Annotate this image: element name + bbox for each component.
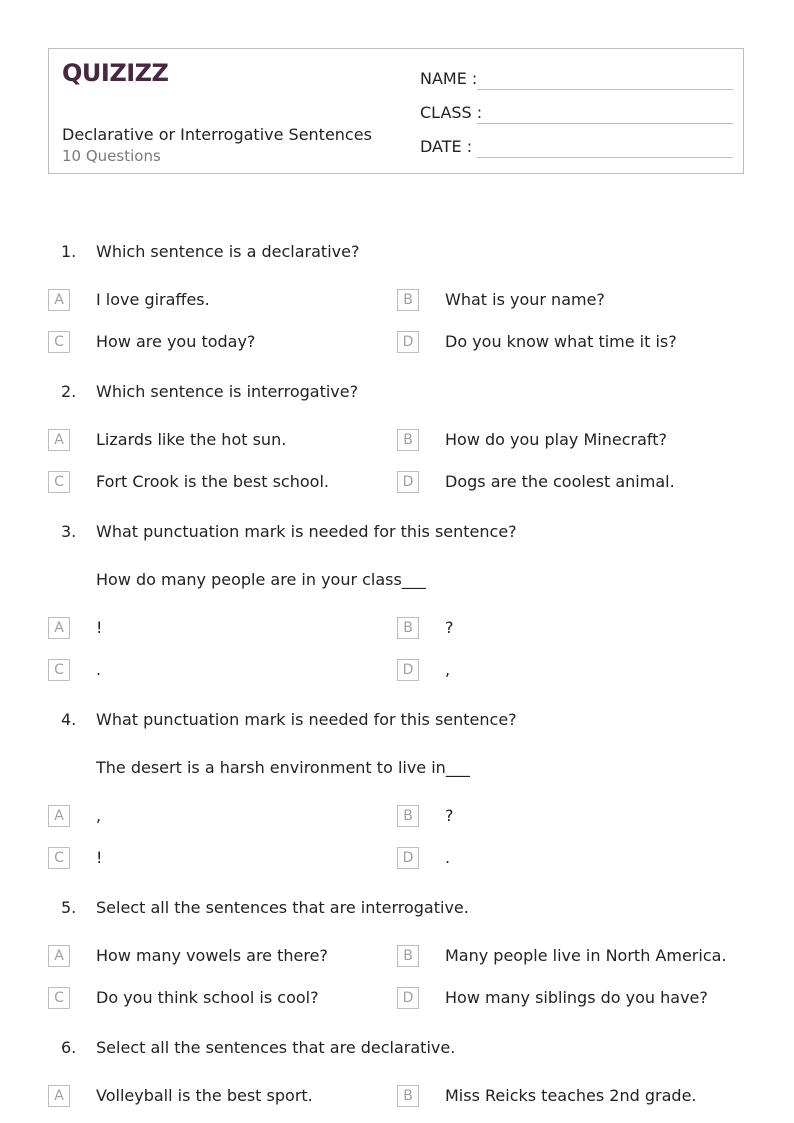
option-text: ? xyxy=(445,618,454,637)
option-text: Lizards like the hot sun. xyxy=(96,430,287,449)
question-number: 1. xyxy=(61,242,77,261)
name-field[interactable] xyxy=(420,69,733,93)
option-text: ! xyxy=(96,848,103,867)
option-text: How are you today? xyxy=(96,332,256,351)
question-text: Which sentence is interrogative? xyxy=(96,382,359,401)
option-text: Dogs are the coolest animal. xyxy=(445,472,675,491)
date-label: DATE : xyxy=(420,137,473,156)
option-letter-box[interactable]: C xyxy=(48,847,70,869)
option-letter-box[interactable]: B xyxy=(397,1085,419,1107)
question-text: What punctuation mark is needed for this sentence? xyxy=(96,522,517,541)
option-text: I love giraffes. xyxy=(96,290,210,309)
option-letter-box[interactable]: D xyxy=(397,331,419,353)
option-text: Miss Reicks teaches 2nd grade. xyxy=(445,1086,697,1105)
class-field[interactable] xyxy=(420,103,733,127)
option-text: How many siblings do you have? xyxy=(445,988,708,1007)
option-text: Do you know what time it is? xyxy=(445,332,677,351)
class-line[interactable] xyxy=(477,123,733,124)
option-text: How do you play Minecraft? xyxy=(445,430,667,449)
option-text: ! xyxy=(96,618,103,637)
question-sentence: How do many people are in your class___ xyxy=(96,570,426,589)
option-letter-box[interactable]: B xyxy=(397,805,419,827)
option-text: Fort Crook is the best school. xyxy=(96,472,329,491)
option-text: What is your name? xyxy=(445,290,605,309)
option-letter-box[interactable]: A xyxy=(48,617,70,639)
option-letter-box[interactable]: A xyxy=(48,289,70,311)
worksheet-title: Declarative or Interrogative Sentences xyxy=(62,125,372,144)
worksheet-header xyxy=(48,48,744,174)
question-text: Select all the sentences that are declarative. xyxy=(96,1038,456,1057)
question-number: 6. xyxy=(61,1038,77,1057)
quizizz-logo: QUIZIZZ xyxy=(62,59,169,87)
question-number: 5. xyxy=(61,898,77,917)
option-letter-box[interactable]: B xyxy=(397,289,419,311)
option-letter-box[interactable]: B xyxy=(397,945,419,967)
question-sentence: The desert is a harsh environment to live in___ xyxy=(96,758,470,777)
question-text: Which sentence is a declarative? xyxy=(96,242,360,261)
option-letter-box[interactable]: B xyxy=(397,429,419,451)
class-label: CLASS : xyxy=(420,103,483,122)
option-letter-box[interactable]: C xyxy=(48,659,70,681)
option-letter-box[interactable]: C xyxy=(48,987,70,1009)
date-line[interactable] xyxy=(477,157,733,158)
option-text: . xyxy=(96,660,102,679)
date-field[interactable] xyxy=(420,137,733,161)
option-letter-box[interactable]: D xyxy=(397,471,419,493)
option-letter-box[interactable]: A xyxy=(48,945,70,967)
option-text: Volleyball is the best sport. xyxy=(96,1086,313,1105)
option-letter-box[interactable]: A xyxy=(48,1085,70,1107)
option-letter-box[interactable]: B xyxy=(397,617,419,639)
option-letter-box[interactable]: C xyxy=(48,331,70,353)
option-letter-box[interactable]: C xyxy=(48,471,70,493)
name-line[interactable] xyxy=(477,89,733,90)
question-text: What punctuation mark is needed for this sentence? xyxy=(96,710,517,729)
option-text: ? xyxy=(445,806,454,825)
question-number: 2. xyxy=(61,382,77,401)
name-label: NAME : xyxy=(420,69,478,88)
option-text: . xyxy=(445,848,451,867)
option-text: Do you think school is cool? xyxy=(96,988,319,1007)
question-text: Select all the sentences that are interrogative. xyxy=(96,898,469,917)
option-letter-box[interactable]: D xyxy=(397,847,419,869)
question-number: 3. xyxy=(61,522,77,541)
option-letter-box[interactable]: A xyxy=(48,805,70,827)
question-number: 4. xyxy=(61,710,77,729)
question-count: 10 Questions xyxy=(62,147,161,165)
option-letter-box[interactable]: D xyxy=(397,987,419,1009)
option-letter-box[interactable]: A xyxy=(48,429,70,451)
option-text: Many people live in North America. xyxy=(445,946,727,965)
option-text: , xyxy=(445,660,451,679)
option-text: How many vowels are there? xyxy=(96,946,328,965)
option-text: , xyxy=(96,806,102,825)
option-letter-box[interactable]: D xyxy=(397,659,419,681)
